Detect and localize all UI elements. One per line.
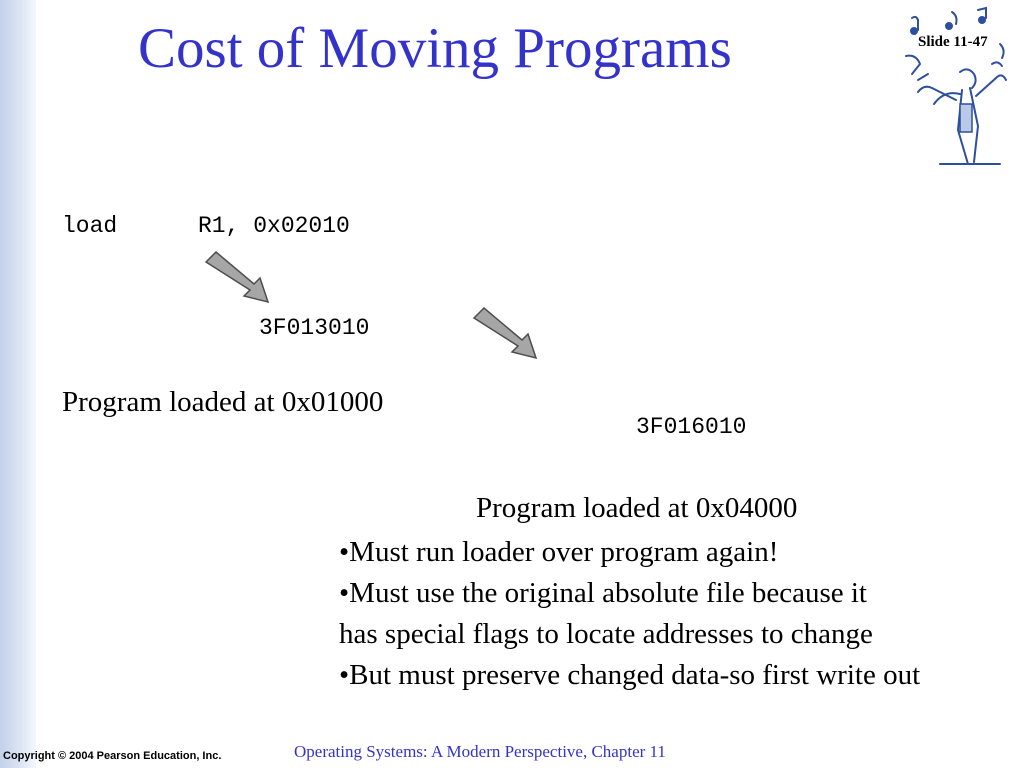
bullet-item: •Must use the original absolute file because it (339, 577, 867, 609)
arrow-down-right-icon (472, 306, 544, 366)
encoded-instruction-second: 3F016010 (636, 414, 747, 440)
instruction-opcode: load (62, 213, 118, 239)
bullet-item-continuation: has special flags to locate addresses to change (339, 618, 873, 650)
musician-logo-icon (900, 4, 1016, 172)
instruction-operands: R1, 0x02010 (198, 213, 350, 239)
side-bar (0, 0, 36, 768)
encoded-instruction-first: 3F013010 (259, 315, 370, 341)
bullet-item: •Must run loader over program again! (339, 536, 779, 568)
slide-number: Slide 11-47 (918, 34, 988, 50)
bullet-list (339, 532, 920, 696)
slide-title: Cost of Moving Programs (138, 17, 732, 80)
bullet-item: •But must preserve changed data-so first write out (339, 659, 921, 691)
footer-copyright: Copyright © 2004 Pearson Education, Inc. (3, 750, 222, 762)
program-loaded-second: Program loaded at 0x04000 (476, 492, 798, 524)
footer-book-title: Operating Systems: A Modern Perspective, Chapter 11 (294, 742, 666, 761)
arrow-down-right-icon (204, 250, 276, 310)
program-loaded-first: Program loaded at 0x01000 (62, 386, 384, 418)
